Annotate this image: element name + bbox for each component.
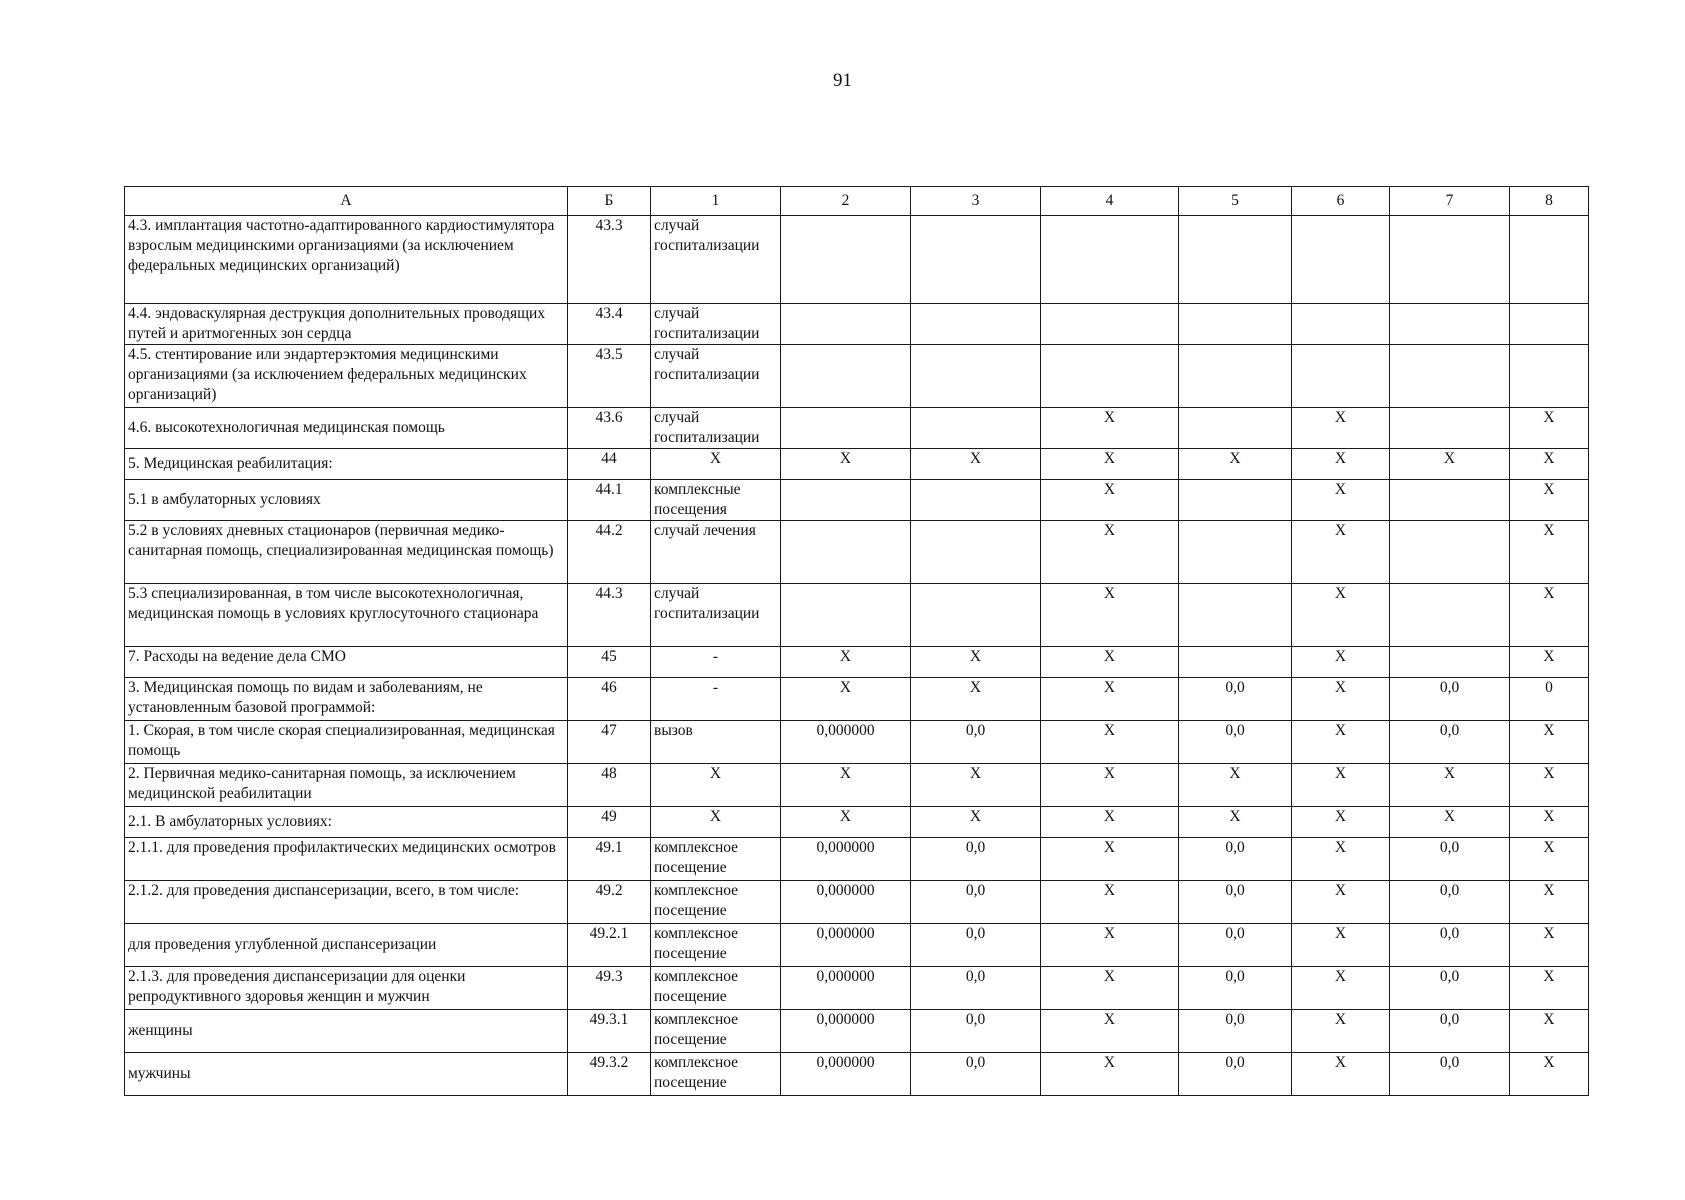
value-cell-col-2 [781, 521, 911, 584]
value-cell-col-4: Х [1041, 647, 1179, 678]
value-cell-col-5: 0,0 [1179, 1053, 1292, 1096]
row-label-cell: 2.1.2. для проведения диспансеризации, всего, в том числе: [125, 881, 568, 924]
value-cell-col-2: Х [781, 647, 911, 678]
value-cell-col-3: 0,0 [911, 967, 1041, 1010]
value-cell-col-4: Х [1041, 807, 1179, 838]
value-cell-col-3: 0,0 [911, 721, 1041, 764]
table-row [125, 764, 1589, 807]
value-cell-col-7: 0,0 [1390, 1010, 1510, 1053]
value-cell-col-2: 0,000000 [781, 967, 911, 1010]
unit-cell: случай госпитализации [651, 345, 781, 408]
unit-cell: случай лечения [651, 521, 781, 584]
row-code-cell: 49.3.2 [568, 1053, 651, 1096]
unit-cell: комплексное посещение [651, 1053, 781, 1096]
row-code-cell: 44.2 [568, 521, 651, 584]
value-cell-col-8: Х [1510, 924, 1589, 967]
value-cell-col-7: Х [1390, 764, 1510, 807]
unit-cell: случай госпитализации [651, 216, 781, 304]
header-cell: А [125, 187, 568, 216]
row-code-cell: 43.5 [568, 345, 651, 408]
table-row [125, 1053, 1589, 1096]
row-code-cell: 44.3 [568, 584, 651, 647]
header-cell: 1 [651, 187, 781, 216]
value-cell-col-5 [1179, 304, 1292, 345]
value-cell-col-7 [1390, 521, 1510, 584]
unit-cell: случай госпитализации [651, 408, 781, 449]
value-cell-col-8: Х [1510, 764, 1589, 807]
value-cell-col-7 [1390, 647, 1510, 678]
value-cell-col-6: Х [1292, 838, 1390, 881]
table-row [125, 304, 1589, 345]
row-label-cell: 4.3. имплантация частотно-адаптированного кардиостимулятора взрослым медицинскими организациями (за исключением федеральных медицинских организаций) [125, 216, 568, 304]
header-row [125, 187, 1589, 216]
table-row [125, 1010, 1589, 1053]
value-cell-col-8 [1510, 345, 1589, 408]
value-cell-col-4: Х [1041, 449, 1179, 480]
unit-cell: - [651, 678, 781, 721]
value-cell-col-3: Х [911, 449, 1041, 480]
value-cell-col-6 [1292, 216, 1390, 304]
value-cell-col-2 [781, 480, 911, 521]
row-code-cell: 49.1 [568, 838, 651, 881]
header-cell: 8 [1510, 187, 1589, 216]
unit-cell: комплексное посещение [651, 1010, 781, 1053]
value-cell-col-5 [1179, 584, 1292, 647]
value-cell-col-2: Х [781, 449, 911, 480]
unit-cell: Х [651, 449, 781, 480]
value-cell-col-8: Х [1510, 967, 1589, 1010]
value-cell-col-8: Х [1510, 449, 1589, 480]
row-code-cell: 46 [568, 678, 651, 721]
value-cell-col-5: Х [1179, 807, 1292, 838]
value-cell-col-2: 0,000000 [781, 881, 911, 924]
table-row [125, 584, 1589, 647]
value-cell-col-4 [1041, 304, 1179, 345]
table-row [125, 967, 1589, 1010]
value-cell-col-8: Х [1510, 408, 1589, 449]
header-cell: 7 [1390, 187, 1510, 216]
header-cell: 5 [1179, 187, 1292, 216]
value-cell-col-8 [1510, 216, 1589, 304]
value-cell-col-6: Х [1292, 881, 1390, 924]
value-cell-col-2: Х [781, 807, 911, 838]
unit-cell: случай госпитализации [651, 584, 781, 647]
value-cell-col-6: Х [1292, 1053, 1390, 1096]
value-cell-col-6: Х [1292, 584, 1390, 647]
table-row [125, 721, 1589, 764]
header-cell: 4 [1041, 187, 1179, 216]
value-cell-col-3: Х [911, 647, 1041, 678]
row-label-cell: 2.1. В амбулаторных условиях: [125, 807, 568, 838]
value-cell-col-2 [781, 216, 911, 304]
value-cell-col-7: 0,0 [1390, 721, 1510, 764]
row-label-cell: 1. Скорая, в том числе скорая специализированная, медицинская помощь [125, 721, 568, 764]
value-cell-col-4: Х [1041, 678, 1179, 721]
value-cell-col-7: 0,0 [1390, 678, 1510, 721]
value-cell-col-6: Х [1292, 807, 1390, 838]
row-label-cell: для проведения углубленной диспансеризации [125, 924, 568, 967]
value-cell-col-7: 0,0 [1390, 967, 1510, 1010]
value-cell-col-6: Х [1292, 924, 1390, 967]
value-cell-col-3: 0,0 [911, 838, 1041, 881]
value-cell-col-3: 0,0 [911, 1053, 1041, 1096]
row-code-cell: 44.1 [568, 480, 651, 521]
value-cell-col-4: Х [1041, 924, 1179, 967]
value-cell-col-7 [1390, 584, 1510, 647]
row-code-cell: 45 [568, 647, 651, 678]
value-cell-col-6: Х [1292, 1010, 1390, 1053]
value-cell-col-7 [1390, 216, 1510, 304]
value-cell-col-8: Х [1510, 521, 1589, 584]
value-cell-col-7: Х [1390, 807, 1510, 838]
value-cell-col-3: Х [911, 807, 1041, 838]
row-label-cell: 4.4. эндоваскулярная деструкция дополнительных проводящих путей и аритмогенных зон сердца [125, 304, 568, 345]
value-cell-col-8: Х [1510, 1010, 1589, 1053]
value-cell-col-5 [1179, 216, 1292, 304]
row-code-cell: 49.2 [568, 881, 651, 924]
row-code-cell: 43.3 [568, 216, 651, 304]
value-cell-col-6 [1292, 304, 1390, 345]
unit-cell: комплексное посещение [651, 924, 781, 967]
value-cell-col-3: 0,0 [911, 881, 1041, 924]
value-cell-col-4: Х [1041, 408, 1179, 449]
header-cell: 6 [1292, 187, 1390, 216]
table-body [125, 216, 1589, 1096]
unit-cell: случай госпитализации [651, 304, 781, 345]
value-cell-col-4: Х [1041, 838, 1179, 881]
value-cell-col-4: Х [1041, 584, 1179, 647]
table-row [125, 838, 1589, 881]
value-cell-col-4: Х [1041, 1010, 1179, 1053]
unit-cell: комплексное посещение [651, 838, 781, 881]
header-cell: 3 [911, 187, 1041, 216]
data-table [124, 186, 1589, 1096]
value-cell-col-8 [1510, 304, 1589, 345]
unit-cell: Х [651, 764, 781, 807]
unit-cell: комплексное посещение [651, 881, 781, 924]
table-row [125, 408, 1589, 449]
value-cell-col-8: Х [1510, 881, 1589, 924]
row-label-cell: 4.5. стентирование или эндартерэктомия медицинскими организациями (за исключением федеральных медицинских организаций) [125, 345, 568, 408]
value-cell-col-7: 0,0 [1390, 838, 1510, 881]
row-code-cell: 43.6 [568, 408, 651, 449]
value-cell-col-2 [781, 408, 911, 449]
value-cell-col-4: Х [1041, 881, 1179, 924]
value-cell-col-7: 0,0 [1390, 924, 1510, 967]
value-cell-col-2: Х [781, 764, 911, 807]
value-cell-col-7: 0,0 [1390, 1053, 1510, 1096]
table-row [125, 807, 1589, 838]
row-label-cell: 2.1.3. для проведения диспансеризации для оценки репродуктивного здоровья женщин и мужчин [125, 967, 568, 1010]
value-cell-col-4: Х [1041, 967, 1179, 1010]
value-cell-col-8: Х [1510, 647, 1589, 678]
value-cell-col-7 [1390, 345, 1510, 408]
header-cell: 2 [781, 187, 911, 216]
value-cell-col-5 [1179, 480, 1292, 521]
table-row [125, 216, 1589, 304]
value-cell-col-5: 0,0 [1179, 838, 1292, 881]
row-code-cell: 49 [568, 807, 651, 838]
value-cell-col-6: Х [1292, 480, 1390, 521]
row-label-cell: 3. Медицинская помощь по видам и заболеваниям, не установленным базовой программой: [125, 678, 568, 721]
value-cell-col-5: 0,0 [1179, 1010, 1292, 1053]
value-cell-col-6: Х [1292, 647, 1390, 678]
value-cell-col-5: 0,0 [1179, 924, 1292, 967]
value-cell-col-5 [1179, 408, 1292, 449]
value-cell-col-4 [1041, 216, 1179, 304]
value-cell-col-4: Х [1041, 521, 1179, 584]
row-label-cell: 5. Медицинская реабилитация: [125, 449, 568, 480]
value-cell-col-8: Х [1510, 584, 1589, 647]
table-row [125, 924, 1589, 967]
value-cell-col-2: 0,000000 [781, 924, 911, 967]
value-cell-col-2: 0,000000 [781, 1053, 911, 1096]
value-cell-col-6 [1292, 345, 1390, 408]
value-cell-col-5: Х [1179, 449, 1292, 480]
value-cell-col-5: 0,0 [1179, 881, 1292, 924]
value-cell-col-8: Х [1510, 807, 1589, 838]
value-cell-col-4: Х [1041, 764, 1179, 807]
value-cell-col-8: Х [1510, 721, 1589, 764]
unit-cell: Х [651, 807, 781, 838]
value-cell-col-5 [1179, 521, 1292, 584]
row-label-cell: 2. Первичная медико-санитарная помощь, за исключением медицинской реабилитации [125, 764, 568, 807]
value-cell-col-2 [781, 304, 911, 345]
value-cell-col-8: Х [1510, 838, 1589, 881]
value-cell-col-6: Х [1292, 678, 1390, 721]
value-cell-col-4 [1041, 345, 1179, 408]
value-cell-col-8: 0 [1510, 678, 1589, 721]
value-cell-col-3 [911, 345, 1041, 408]
unit-cell: вызов [651, 721, 781, 764]
value-cell-col-3 [911, 408, 1041, 449]
value-cell-col-4: Х [1041, 1053, 1179, 1096]
value-cell-col-3 [911, 304, 1041, 345]
row-label-cell: 7. Расходы на ведение дела СМО [125, 647, 568, 678]
unit-cell: комплексное посещение [651, 967, 781, 1010]
value-cell-col-2 [781, 584, 911, 647]
value-cell-col-6: Х [1292, 721, 1390, 764]
row-code-cell: 49.3.1 [568, 1010, 651, 1053]
table-row [125, 345, 1589, 408]
value-cell-col-4: Х [1041, 480, 1179, 521]
value-cell-col-2 [781, 345, 911, 408]
value-cell-col-2: 0,000000 [781, 838, 911, 881]
table-row [125, 647, 1589, 678]
row-code-cell: 47 [568, 721, 651, 764]
row-label-cell: 5.2 в условиях дневных стационаров (первичная медико-санитарная помощь, специализированная медицинская помощь) [125, 521, 568, 584]
value-cell-col-6: Х [1292, 408, 1390, 449]
value-cell-col-3: 0,0 [911, 1010, 1041, 1053]
value-cell-col-5 [1179, 647, 1292, 678]
row-code-cell: 49.3 [568, 967, 651, 1010]
row-label-cell: 4.6. высокотехнологичная медицинская помощь [125, 408, 568, 449]
value-cell-col-5: 0,0 [1179, 967, 1292, 1010]
value-cell-col-6: Х [1292, 764, 1390, 807]
value-cell-col-2: 0,000000 [781, 721, 911, 764]
value-cell-col-8: Х [1510, 480, 1589, 521]
value-cell-col-3 [911, 521, 1041, 584]
value-cell-col-7 [1390, 408, 1510, 449]
unit-cell: комплексные посещения [651, 480, 781, 521]
table-row [125, 480, 1589, 521]
page-number: 91 [833, 70, 852, 91]
row-label-cell: 2.1.1. для проведения профилактических медицинских осмотров [125, 838, 568, 881]
value-cell-col-7: 0,0 [1390, 881, 1510, 924]
row-label-cell: 5.1 в амбулаторных условиях [125, 480, 568, 521]
row-code-cell: 44 [568, 449, 651, 480]
value-cell-col-5: Х [1179, 764, 1292, 807]
value-cell-col-8: Х [1510, 1053, 1589, 1096]
row-label-cell: мужчины [125, 1053, 568, 1096]
value-cell-col-3: 0,0 [911, 924, 1041, 967]
value-cell-col-3: Х [911, 764, 1041, 807]
value-cell-col-6: Х [1292, 521, 1390, 584]
value-cell-col-7 [1390, 480, 1510, 521]
row-label-cell: женщины [125, 1010, 568, 1053]
value-cell-col-5: 0,0 [1179, 678, 1292, 721]
header-cell: Б [568, 187, 651, 216]
row-code-cell: 48 [568, 764, 651, 807]
value-cell-col-5 [1179, 345, 1292, 408]
table-row [125, 449, 1589, 480]
value-cell-col-2: Х [781, 678, 911, 721]
value-cell-col-3 [911, 480, 1041, 521]
value-cell-col-4: Х [1041, 721, 1179, 764]
value-cell-col-3 [911, 216, 1041, 304]
value-cell-col-5: 0,0 [1179, 721, 1292, 764]
value-cell-col-3: Х [911, 678, 1041, 721]
value-cell-col-6: Х [1292, 967, 1390, 1010]
row-code-cell: 49.2.1 [568, 924, 651, 967]
value-cell-col-7 [1390, 304, 1510, 345]
value-cell-col-6: Х [1292, 449, 1390, 480]
table-row [125, 881, 1589, 924]
row-code-cell: 43.4 [568, 304, 651, 345]
value-cell-col-2: 0,000000 [781, 1010, 911, 1053]
table-row [125, 521, 1589, 584]
value-cell-col-7: Х [1390, 449, 1510, 480]
table-row [125, 678, 1589, 721]
unit-cell: - [651, 647, 781, 678]
row-label-cell: 5.3 специализированная, в том числе высокотехнологичная, медицинская помощь в условиях круглосуточного стационара [125, 584, 568, 647]
value-cell-col-3 [911, 584, 1041, 647]
